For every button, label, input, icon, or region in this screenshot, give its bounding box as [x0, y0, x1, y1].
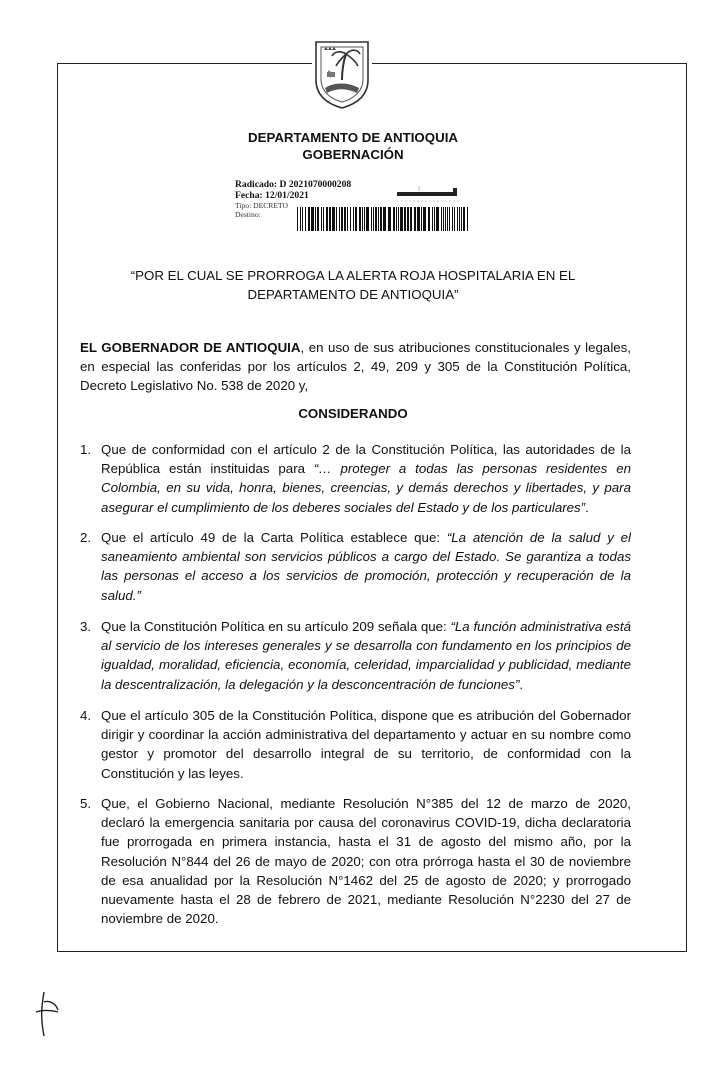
list-item-number: 1.: [80, 442, 92, 457]
preamble-paragraph: [80, 338, 631, 396]
radicado-destination: Destino:: [235, 210, 261, 219]
radicado-date: Fecha: 12/01/2021: [235, 190, 309, 201]
list-item-number: 3.: [80, 619, 92, 634]
list-item-quote: “La función administrativa está al servicio de los intereses generales y se desarrolla con fundamento en los principios de igualdad, moralidad, eficiencia, economía, celeridad, imparcialidad y publicidad, mediante la descentralización, la delegación y la desconcentración de funciones”: [101, 619, 632, 692]
list-item-tail: .: [519, 676, 524, 692]
barcode-icon: [297, 207, 471, 236]
decree-title: “POR EL CUAL SE PRORROGA LA ALERTA ROJA HOSPITALARIA EN EL DEPARTAMENTO DE ANTIOQUIA”: [130, 268, 576, 302]
radicado-type: Tipo: DECRETO: [235, 201, 288, 210]
preamble-text: , en uso de sus atribuciones constitucionales y legales, en especial las conferidas por los artículos 2, 49, 209 y 305 de la Constitución Política, Decreto Legislativo No. 538 de 2020 y,: [80, 340, 632, 394]
list-item-quote: “La atención de la salud y el saneamiento ambiental son servicios públicos a cargo del Estado. Se garantiza a todas las personas el acceso a los servicios de promoción, protección y recuperación de la salud.”: [101, 530, 631, 603]
considerando-heading: CONSIDERANDO: [298, 406, 408, 421]
list-item: [80, 440, 631, 517]
antioquia-coat-of-arms-icon: [312, 38, 372, 110]
list-item-text: Que el artículo 305 de la Constitución Política, dispone que es atribución del Gobernador dirigir y coordinar la acción administrativa del departamento y actuar en su nombre como gestor y promotor del desarrollo integral de su territorio, de conformidad con la Constitución y las leyes.: [101, 708, 631, 781]
radicado-number: Radicado: D 2021070000208: [235, 179, 352, 190]
department-heading: DEPARTAMENTO DE ANTIOQUIA: [247, 130, 459, 145]
governor-label: EL GOBERNADOR DE ANTIOQUIA: [80, 340, 301, 355]
stamp-mark-icon: [397, 186, 461, 209]
list-item: [80, 794, 631, 928]
list-item-quote: “… proteger a todas las personas residentes en Colombia, en su vida, honra, bienes, creencias, y demás derechos y libertades, y para asegurar el cumplimiento de los deberes sociales del Estado y de los particulares”: [101, 461, 631, 515]
list-item-text: Que de conformidad con el artículo 2 de la Constitución Política, las autoridades de la República están instituidas para: [101, 442, 631, 477]
list-item-text: Que, el Gobierno Nacional, mediante Resolución N°385 del 12 de marzo de 2020, declaró la emergencia sanitaria por causa del coronavirus COVID-19, dicha declaratoria fue prorrogada en primera instancia, hasta el 31 de agosto del mismo año, por la Resolución N°844 del 26 de mayo de 2020; con otra prórroga hasta el 30 de noviembre de esa anualidad por la Resolución N°1462 del 25 de agosto de 2020; y prorrogado nuevamente hasta el 28 de febrero de 2021, mediante Resolución N°2230 del 27 de noviembre de 2020.: [101, 796, 631, 927]
office-heading: GOBERNACIÓN: [302, 147, 404, 162]
list-item: [80, 528, 631, 605]
list-item: [80, 706, 631, 783]
list-item-number: 2.: [80, 530, 92, 545]
list-item-tail: .: [585, 499, 589, 515]
handwritten-initial-icon: [32, 990, 72, 1045]
list-item-number: 4.: [80, 708, 92, 723]
list-item-text: Que la Constitución Política en su artículo 209 señala que:: [101, 619, 451, 634]
list-item: [80, 617, 631, 694]
list-item-number: 5.: [80, 796, 92, 811]
list-item-text: Que el artículo 49 de la Carta Política establece que:: [101, 530, 447, 545]
